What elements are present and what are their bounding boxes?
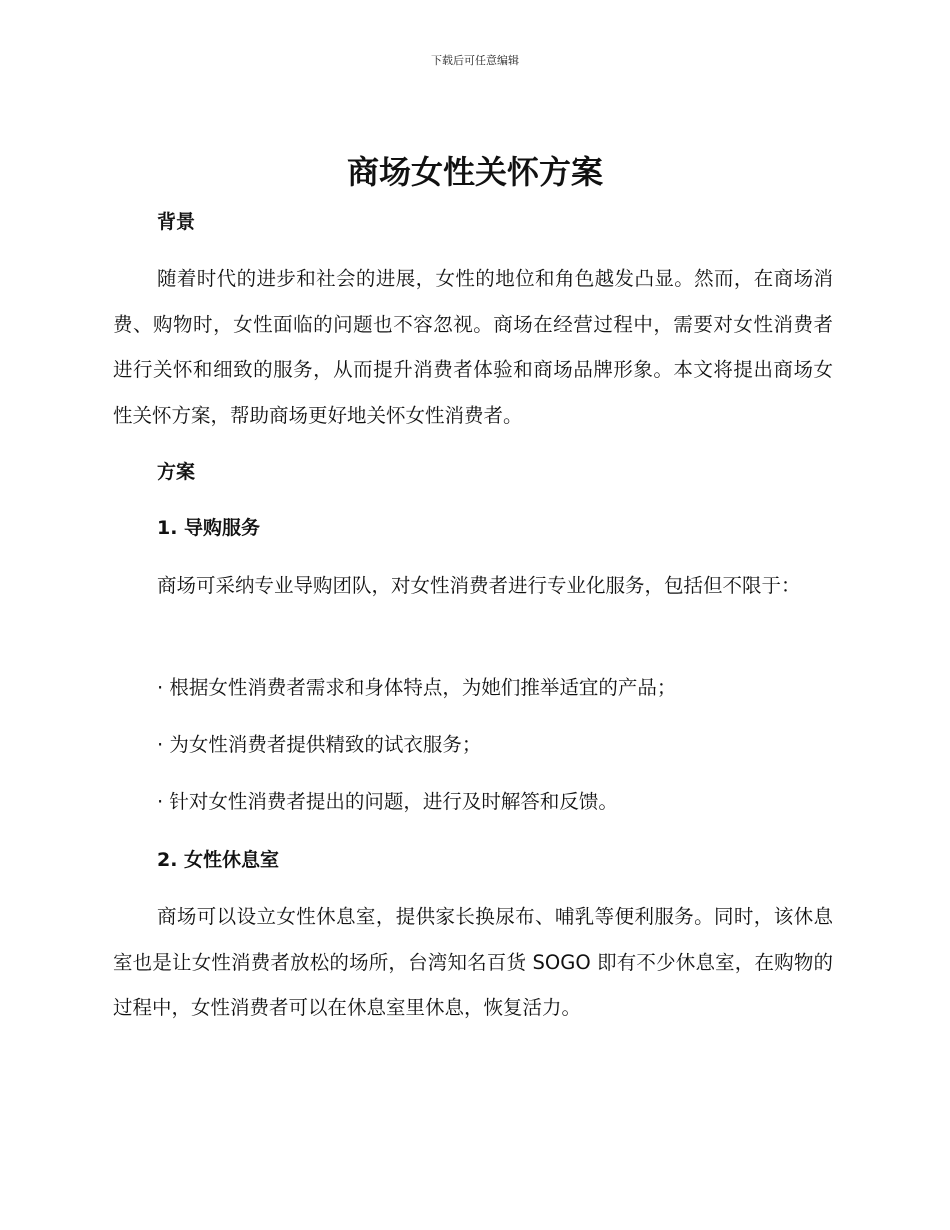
- section-1-heading: 1. 导购服务: [157, 517, 261, 539]
- document-title: 商场女性关怀方案: [346, 153, 603, 191]
- plan-heading: 方案: [157, 461, 196, 483]
- section-1-paragraph: 商场可采纳专业导购团队，对女性消费者进行专业化服务，包括但不限于：: [157, 574, 801, 597]
- background-paragraph: 随着时代的进步和社会的进展，女性的地位和角色越发凸显。然而，在商场消费、购物时，女性面临的问题也不容忽视。商场在经营过程中，需要对女性消费者进行关怀和细致的服务，从而提升消费者体验和商场品牌形象。本文将提出商场女性关怀方案，帮助商场更好地关怀女性消费者。: [113, 267, 833, 427]
- page-header-note: 下载后可任意编辑: [431, 54, 519, 67]
- section-1-bullet: · 根据女性消费者需求和身体特点，为她们推举适宜的产品；: [157, 676, 677, 699]
- section-1-bullet: · 针对女性消费者提出的问题，进行及时解答和反馈。: [157, 790, 618, 813]
- background-heading: 背景: [157, 211, 196, 233]
- section-1-bullet: · 为女性消费者提供精致的试衣服务；: [157, 733, 482, 756]
- section-2-paragraph: 商场可以设立女性休息室，提供家长换尿布、哺乳等便利服务。同时，该休息室也是让女性消费者放松的场所，台湾知名百货 SOGO 即有不少休息室，在购物的过程中，女性消费者可以在休息室里休息，恢复活力。: [113, 905, 833, 1019]
- section-2-heading: 2. 女性休息室: [157, 849, 280, 871]
